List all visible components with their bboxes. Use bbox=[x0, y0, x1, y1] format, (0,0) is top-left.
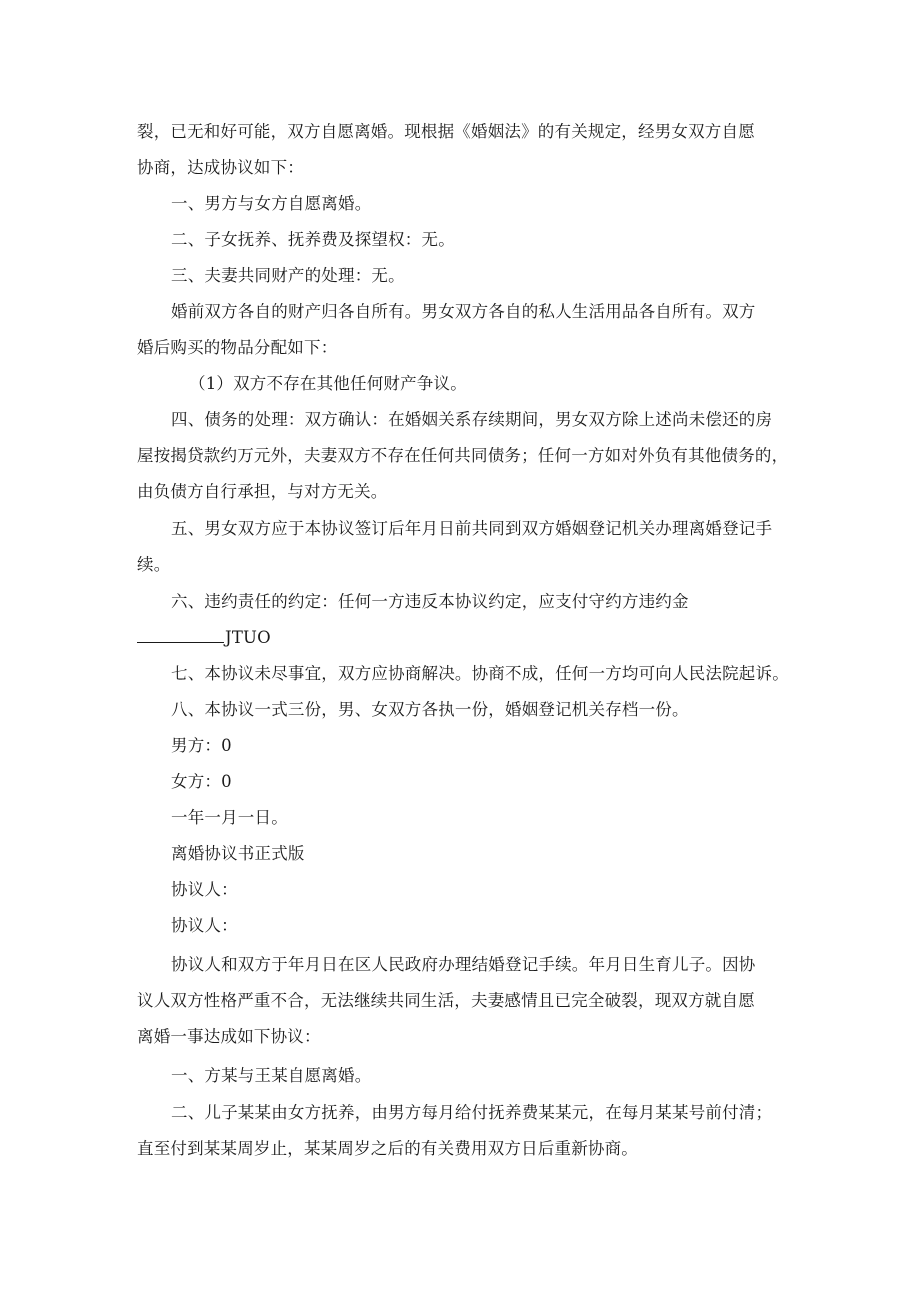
text-line: 二、子女抚养、抚养费及探望权：无。 bbox=[171, 230, 455, 249]
agreement-clause-1 bbox=[137, 1058, 787, 1094]
text-line: 离婚一事达成如下协议： bbox=[137, 1027, 321, 1046]
text-line: 女方：0 bbox=[171, 772, 232, 791]
intro-paragraph bbox=[137, 114, 787, 186]
text-line: （1）双方不存在其他任何财产争议。 bbox=[189, 374, 467, 393]
text-line: 男方：0 bbox=[171, 736, 232, 755]
text-line: 裂，已无和好可能，双方自愿离婚。现根据《婚姻法》的有关规定，经男女双方自愿 bbox=[137, 122, 755, 141]
clause-2 bbox=[137, 222, 787, 258]
text-line: 直至付到某某周岁止，某某周岁之后的有关费用双方日后重新协商。 bbox=[137, 1139, 638, 1158]
text-line: 续。 bbox=[137, 555, 171, 574]
text-line: 离婚协议书正式版 bbox=[171, 844, 305, 863]
text-line: 八、本协议一式三份，男、女双方各执一份，婚姻登记机关存档一份。 bbox=[171, 700, 689, 719]
text-fragment: JTUO bbox=[225, 628, 271, 647]
text-line: 一、男方与女方自愿离婚。 bbox=[171, 194, 372, 213]
property-paragraph bbox=[137, 294, 787, 366]
text-line: 五、男女双方应于本协议签订后年月日前共同到双方婚姻登记机关办理离婚登记手 bbox=[171, 519, 773, 538]
date-line bbox=[137, 800, 787, 836]
text-line: 协议人： bbox=[171, 880, 238, 899]
text-line: 协商，达成协议如下： bbox=[137, 158, 304, 177]
clause-5 bbox=[137, 511, 787, 583]
property-subitem-1 bbox=[137, 366, 787, 402]
agreement-intro bbox=[137, 947, 787, 1055]
text-line: 七、本协议未尽事宜，双方应协商解决。协商不成，任何一方均可向人民法院起诉。 bbox=[171, 664, 789, 683]
text-line: 一年一月一日。 bbox=[171, 808, 288, 827]
section-title bbox=[137, 836, 787, 872]
party-2 bbox=[137, 908, 787, 944]
text-line: 婚前双方各自的财产归各自所有。男女双方各自的私人生活用品各自所有。双方 bbox=[171, 302, 756, 321]
agreement-clause-2 bbox=[137, 1095, 787, 1167]
female-signature bbox=[137, 764, 787, 800]
text-line: 协议人： bbox=[171, 916, 238, 935]
text-line: 二、儿子某某由女方抚养，由男方每月给付抚养费某某元，在每月某某号前付清； bbox=[171, 1103, 773, 1122]
text-line: 四、债务的处理：双方确认：在婚姻关系存续期间，男女双方除上述尚未偿还的房 bbox=[171, 410, 773, 429]
clause-8 bbox=[137, 692, 787, 728]
text-line: 婚后购买的物品分配如下： bbox=[137, 338, 338, 357]
text-line: 由负债方自行承担，与对方无关。 bbox=[137, 482, 388, 501]
clause-6 bbox=[137, 584, 787, 656]
text-line: 议人双方性格严重不合，无法继续共同生活，夫妻感情且已完全破裂，现双方就自愿 bbox=[137, 991, 755, 1010]
text-line: 六、违约责任的约定：任何一方违反本协议约定，应支付守约方违约金 bbox=[171, 592, 689, 611]
male-signature bbox=[137, 728, 787, 764]
text-line: 协议人和双方于年月日在区人民政府办理结婚登记手续。年月日生育儿子。因协 bbox=[171, 955, 756, 974]
clause-4 bbox=[137, 402, 787, 510]
clause-3 bbox=[137, 258, 787, 294]
text-line: 屋按揭贷款约万元外，夫妻双方不存在任何共同债务；任何一方如对外负有其他债务的， bbox=[137, 446, 789, 465]
text-line bbox=[137, 620, 787, 656]
party-1 bbox=[137, 872, 787, 908]
fill-in-blank bbox=[137, 641, 224, 643]
text-line: 三、夫妻共同财产的处理：无。 bbox=[171, 266, 405, 285]
clause-1 bbox=[137, 186, 787, 222]
clause-7 bbox=[137, 656, 787, 692]
text-line: 一、方某与王某自愿离婚。 bbox=[171, 1066, 372, 1085]
